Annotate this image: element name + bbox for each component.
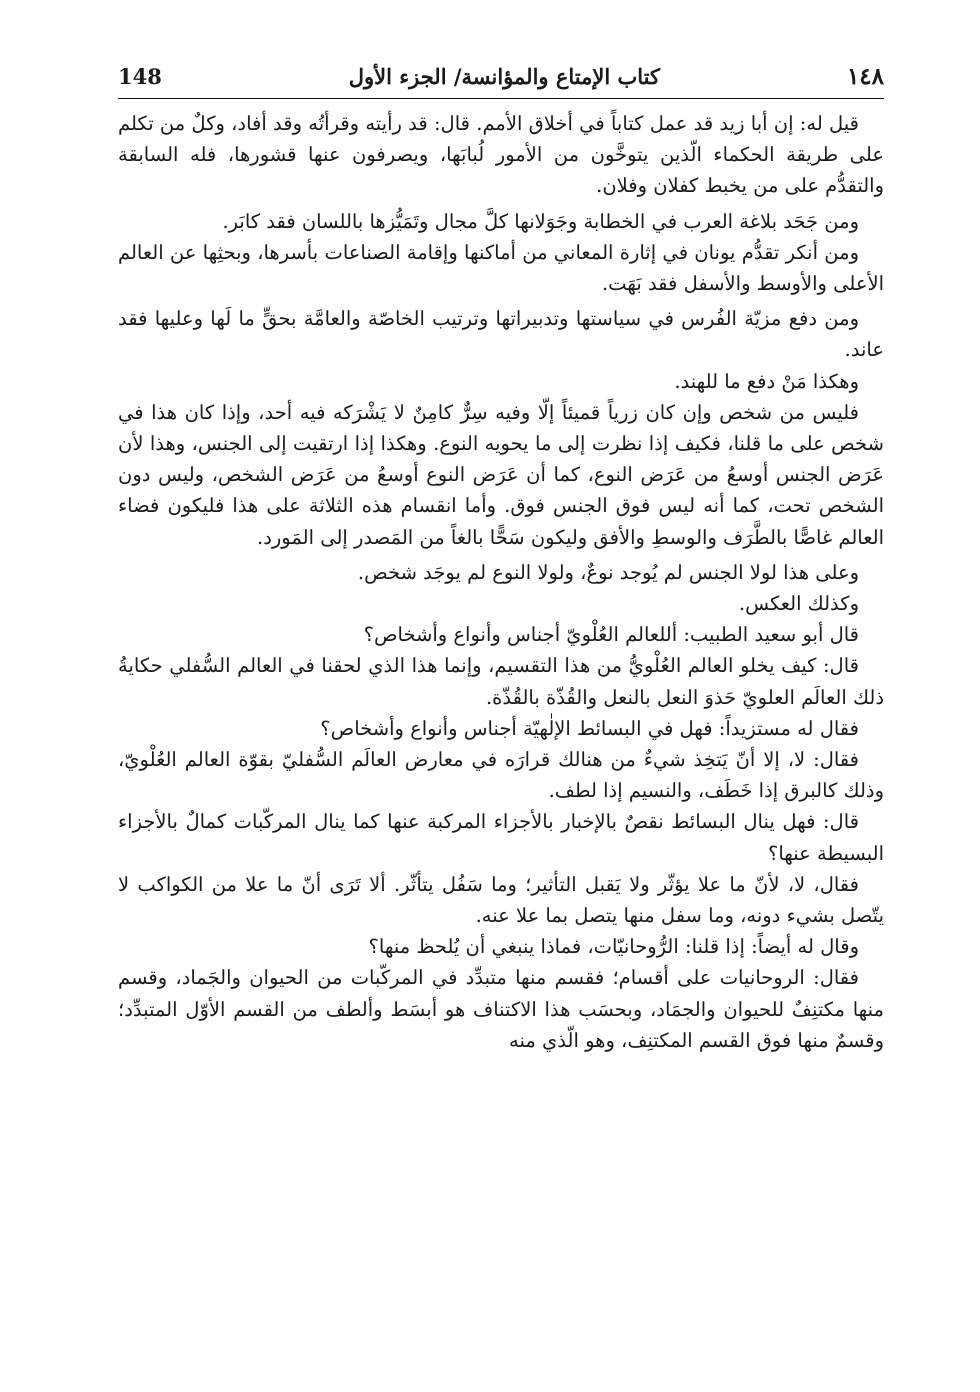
page-body (118, 108, 884, 1056)
paragraph: وعلى هذا لولا الجنس لم يُوجد نوعٌ، ولولا النوع لم يوجَد شخص. (357, 560, 859, 584)
page-number-latin: 148 (118, 63, 162, 89)
paragraph: وكذلك العكس. (738, 592, 859, 616)
running-title: كتاب الإمتاع والمؤانسة/ الجزء الأول (348, 63, 661, 89)
paragraph: فليس من شخص وإن كان زرياً قميئاً إلّا وفيه سِرٌّ كامِنٌ لا يَشْرَكه فيه أحد، وإذا كان هذا في شخص على ما قلنا، فكيف إذا نظرت إلى ما يحويه النوع. وهكذا إذا ارتقيت إلى الجنس، وهذا لأن عَرَض الجنس أوسعُ من عَرَض النوع، كما أن عَرَض النوع أوسعُ من عَرَض الشخص، وليس دون الشخص تحت، كما أنه ليس فوق الجنس فوق. وأما انقسام هذه الثلاثة على هذا فليكون فضاء العالم غاصًّا بالطَّرَف والوسطِ والأفق وليكون سَحًّا بالغاً من المَصدر إلى المَورد. (118, 400, 884, 549)
paragraph: فقال: لا، إلا أنّ يَتخِذ شيءٌ من هنالك قرارَه في معارض العالَم السُّفليّ بقوّة العالم العُلْويّ، وذلك كالبرق إذا خَطَف، والنسيم إذا لطف. (118, 748, 884, 803)
header-rule (118, 98, 884, 99)
paragraph: وقال له أيضاً: إذا قلنا: الرُّوحانيّات، فماذا ينبغي أن يُلحظ منها؟ (368, 935, 859, 959)
paragraph: قال: كيف يخلو العالم العُلْويُّ من هذا التقسيم، وإنما هذا الذي لحقنا في العالم السُّفلي حكايةُ ذلك العالَم العلويّ حَذوَ النعل بالنعل والقُذّة بالقُذّة. (118, 654, 884, 709)
paragraph: فقال، لا، لأنّ ما علا يؤثّر ولا يَقبل التأثير؛ وما سَفُل يتأثّر. ألا تَرَى أنّ ما علا من الكواكب لا يتّصل بشيء دونه، وما سفل منها يتصل بما علا عنه. (118, 872, 884, 928)
paragraph: قال أبو سعيد الطبيب: أللعالم العُلْويّ أجناس وأنواع وأشخاص؟ (363, 623, 859, 647)
paragraph: ومن دفع مزيّة الفُرس في سياستها وتدبيراتها وترتيب الخاصّة والعامَّة بحقٍّ ما لَها وعليها فقد عاند. (118, 307, 884, 362)
paragraph: ومن أنكر تقدُّم يونان في إثارة المعاني من أماكنها وإقامة الصناعات بأسرها، وبحثِها عن العالم الأعلى والأوسط والأسفل فقد بَهَت. (118, 240, 884, 296)
paragraph: قيل له: إن أبا زيد قد عمل كتاباً في أخلاق الأمم. قال: قد رأيته وقرأتُه وقد أفاد، وكلٌ من تكلم على طريقة الحكماء الّذين يتوخَّون من الأمور لُبابَها، ويصرفون عنها قشورها، فله السابقة والتقدُّم على من يخبط كفلان وفلان. (118, 112, 884, 198)
paragraph: ومن جَحَد بلاغة العرب في الخطابة وجَوَلانها كلَّ مجال وتَمَيُّزها باللسان فقد كابَر. (222, 209, 859, 233)
paragraph: قال: فهل ينال البسائط نقصٌ بالإخبار بالأجزاء المركبة عنها كما ينال المركّبات كمالٌ بالأجزاء البسيطة عنها؟ (118, 810, 884, 865)
paragraph: فقال له مستزيداً: فهل في البسائط الإلٰهيّة أجناس وأنواع وأشخاص؟ (320, 716, 859, 740)
paragraph: وهكذا مَنْ دفع ما للهند. (674, 369, 859, 393)
paragraph: فقال: الروحانيات على أقسام؛ فقسم منها متبدِّد في المركّبات من الحيوان والجَماد، وقسم منها مكتنِفٌ للحيوان والجمَاد، وبحسَب هذا الاكتناف هو أبسَط وألطف من القسم الأوّل المتبدِّد؛ وقسمٌ منها فوق القسم المكتنِف، وهو الّذي منه (118, 966, 884, 1052)
running-header (118, 58, 884, 94)
page-number-arabic: ١٤٨ (846, 62, 884, 90)
